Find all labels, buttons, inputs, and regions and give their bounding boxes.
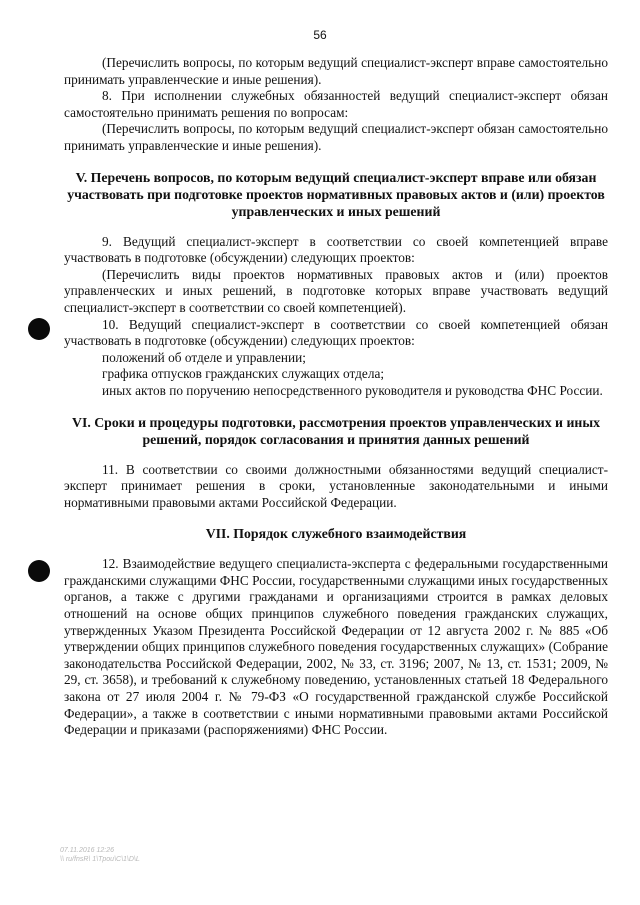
stamp-line: 07.11.2016 12:26 (60, 847, 114, 854)
paragraph: 12. Взаимодействие ведущего специалиста-эксперта с федеральными государственными гражданскими служащими ФНС России, государственными служащими иных государственных органов, а также с другими гражданами и организациями строится в рамках деловых отношений на основе общих принципов служебного поведения гражданских служащих, утвержденных Указом Президента Российской Федерации от 12 августа 2002 г. № 885 «Об утверждении общих принципов служебного поведения государственных служащих» (Собрание законодательства Российской Федерации, 2002, № 33, ст. 3196; 2007, № 13, ст. 1531; 2009, № 29, ст. 3658), и требований к служебному поведению, установленных статьей 18 Федерального закона от 27 июля 2004 г. № 79-ФЗ «О государственной гражданской службе Российской Федерации», а также в соответствии с иными нормативными правовыми актами Российской Федерации и приказами (распоряжениями) ФНС России. (64, 556, 608, 738)
paragraph: (Перечислить вопросы, по которым ведущий специалист-эксперт вправе самостоятельно принимать управленческие и иные решения). (64, 55, 608, 87)
print-stamp (60, 846, 140, 864)
paragraph: 8. При исполнении служебных обязанностей ведущий специалист-эксперт обязан самостоятельно принимать решения по вопросам: (64, 88, 608, 120)
section-heading: V. Перечень вопросов, по которым ведущий специалист-эксперт вправе или обязан участвовать при подготовке проектов нормативных правовых актов и (или) проектов управленческих и иных решений (67, 169, 605, 219)
punch-hole (28, 318, 50, 340)
punch-hole (28, 560, 50, 582)
paragraph: 9. Ведущий специалист-эксперт в соответствии со своей компетенцией вправе участвовать в подготовке (обсуждении) следующих проектов: (64, 233, 608, 266)
paragraph: 10. Ведущий специалист-эксперт в соответствии со своей компетенцией обязан участвовать в подготовке (обсуждении) следующих проектов: (64, 316, 608, 349)
page-number: 56 (313, 28, 327, 42)
stamp-line: \\ ru/fnsR\ 1\Tpou\C\1\D\L (60, 856, 140, 863)
paragraph: (Перечислить виды проектов нормативных правовых актов и (или) проектов управленческих и иных решений, в подготовке которых вправе участвовать ведущий специалист-эксперт в соответствии со своей компетенцией). (64, 266, 608, 315)
paragraph: иных актов по поручению непосредственного руководителя и руководства ФНС России. (102, 382, 603, 398)
document-body (64, 55, 608, 739)
paragraph: графика отпусков гражданских служащих отдела; (102, 366, 385, 382)
section-heading: VII. Порядок служебного взаимодействия (205, 526, 467, 542)
section-heading: VI. Сроки и процедуры подготовки, рассмотрения проектов управленческих и иных решений, порядок согласования и принятия данных решений (71, 414, 601, 447)
paragraph: (Перечислить вопросы, по которым ведущий специалист-эксперт обязан самостоятельно принимать управленческие и иные решения). (64, 121, 608, 153)
paragraph: 11. В соответствии со своими должностными обязанностями ведущий специалист-эксперт принимает решения в сроки, установленные законодательными и иными нормативными правовыми актами Российской Федерации. (64, 461, 608, 510)
paragraph: положений об отделе и управлении; (102, 349, 306, 365)
